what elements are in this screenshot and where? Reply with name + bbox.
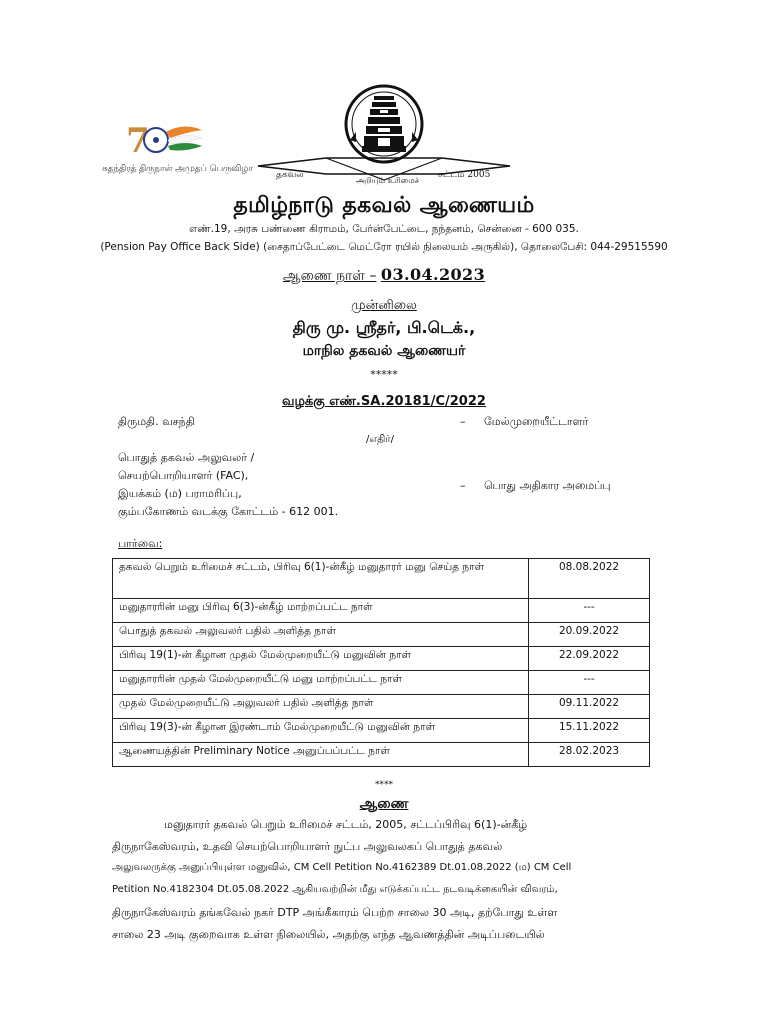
versus-label: /எதிர்/ [366, 434, 394, 445]
table-row [113, 671, 650, 695]
separator-stars: ***** [370, 368, 398, 381]
respondent-dash: – [460, 479, 466, 492]
respondent-role: பொது அதிகார அமைப்பு [484, 479, 611, 492]
row-date: --- [529, 599, 650, 623]
row-date: 22.09.2022 [529, 647, 650, 671]
respondent-line-1: பொதுத் தகவல் அலுவலர் / [118, 451, 255, 464]
row-date: 20.09.2022 [529, 623, 650, 647]
case-id: SA.20181/C/2022 [360, 394, 486, 409]
order-date [0, 265, 768, 286]
case-label: வழக்கு எண். [282, 394, 361, 409]
address-line-2: (Pension Pay Office Back Side) (சைதாப்பேட்டை மெட்ரோ ரயில் நிலையம் அருகில்), தொலைபேசி: 044-29515590 [100, 241, 668, 253]
row-description: மனுதாரரின் மனு பிரிவு 6(3)-ன்கீழ் மாற்றப்பட்ட நாள் [113, 599, 529, 623]
commission-title: தமிழ்நாடு தகவல் ஆணையம் [233, 193, 535, 218]
table-row [113, 559, 650, 599]
emblem-label-right: சட்டம் 2005 [438, 170, 491, 180]
order-line-4: Petition No.4182304 Dt.05.08.2022 ஆகியவற்றின் மீது எடுக்கப்பட்ட நடவடிக்கையின் விவரம், [112, 884, 558, 895]
commissioner-role: மாநில தகவல் ஆணையர் [302, 343, 466, 359]
table-row [113, 599, 650, 623]
order-line-1: மனுதாரர் தகவல் பெறும் உரிமைச் சட்டம், 2005, சட்டப்பிரிவு 6(1)-ன்கீழ் [164, 818, 528, 831]
tn-government-emblem [256, 82, 512, 185]
presence-label: முன்னிலை [351, 298, 417, 313]
emblem-label-left: தகவல் [276, 170, 304, 180]
order-line-3: அலுவலருக்கு அனுப்பியுள்ள மனுவில், CM Cell Petition No.4162389 Dt.01.08.2022 (ம) CM Cell [112, 862, 572, 873]
row-date: 15.11.2022 [529, 719, 650, 743]
logo-caption: சுதந்திரத் திருநாள் அமுதப் பெருவிழா [102, 164, 253, 174]
appellant-role: மேல்முறையீட்டாளர் [484, 415, 589, 428]
row-description: பிரிவு 19(1)-ன் கீழான முதல் மேல்முறையீட்டு மனுவின் நாள் [113, 647, 529, 671]
respondent-line-2: செயற்பொறியாளர் (FAC), [118, 469, 249, 482]
order-heading: ஆணை [359, 796, 409, 812]
row-description: மனுதாரரின் முதல் மேல்முறையீட்டு மனு மாற்றப்பட்ட நாள் [113, 671, 529, 695]
azadi-75-logo [102, 118, 253, 188]
table-row [113, 647, 650, 671]
row-date: 28.02.2023 [529, 743, 650, 767]
row-date: --- [529, 671, 650, 695]
row-description: ஆணையத்தின் Preliminary Notice அனுப்பப்பட்ட நாள் [113, 743, 529, 767]
order-line-5: திருநாகேஸ்வரம் தங்கவேல் நகர் DTP அங்கீகாரம் பெற்ற சாலை 30 அடி, தற்போது உள்ள [112, 906, 558, 919]
table-row [113, 743, 650, 767]
commissioner-name: திரு மு. ஸ்ரீதர், பி.டெக்., [292, 318, 476, 337]
table-row [113, 719, 650, 743]
respondent-line-4: கும்பகோணம் வடக்கு கோட்டம் - 612 001. [118, 505, 339, 518]
reference-table [112, 558, 650, 767]
row-description: பிரிவு 19(3)-ன் கீழான இரண்டாம் மேல்முறையீட்டு மனுவின் நாள் [113, 719, 529, 743]
emblem-label-center: அறியும் உரிமைச் [356, 176, 420, 185]
order-line-6: சாலை 23 அடி குறைவாக உள்ள நிலையில், அதற்கு எந்த ஆவணத்தின் அடிப்படையில் [112, 928, 545, 941]
table-end-stars: **** [375, 780, 393, 790]
order-date-label: ஆணை நாள் – [282, 268, 377, 284]
appellant-dash: – [460, 415, 466, 428]
order-line-2: திருநாகேஸ்வரம், உதவி செயற்பொறியாளர் நுட்ப அலுவலகப் பொதுத் தகவல் [112, 840, 503, 853]
row-date: 09.11.2022 [529, 695, 650, 719]
address-line-1: எண்.19, அரசு பண்ணை கிராமம், பேர்ன்பேட்டை, நந்தனம், சென்னை - 600 035. [189, 223, 579, 235]
row-description: தகவல் பெறும் உரிமைச் சட்டம், பிரிவு 6(1)-ன்கீழ் மனுதாரர் மனு செய்த நாள் [113, 559, 529, 599]
reference-label: பார்வை: [118, 537, 163, 550]
table-row [113, 623, 650, 647]
appellant-name: திருமதி. வசந்தி [118, 415, 195, 428]
respondent-line-3: இயக்கம் (ம) பராமரிப்பு, [118, 487, 242, 500]
row-description: பொதுத் தகவல் அலுவலர் பதில் அளித்த நாள் [113, 623, 529, 647]
svg-text:7: 7 [126, 121, 150, 161]
table-row [113, 695, 650, 719]
order-date-value: 03.04.2023 [380, 265, 486, 284]
row-description: முதல் மேல்முறையீட்டு அலுவலர் பதில் அளித்த நாள் [113, 695, 529, 719]
case-number [0, 394, 768, 410]
row-date: 08.08.2022 [529, 559, 650, 599]
